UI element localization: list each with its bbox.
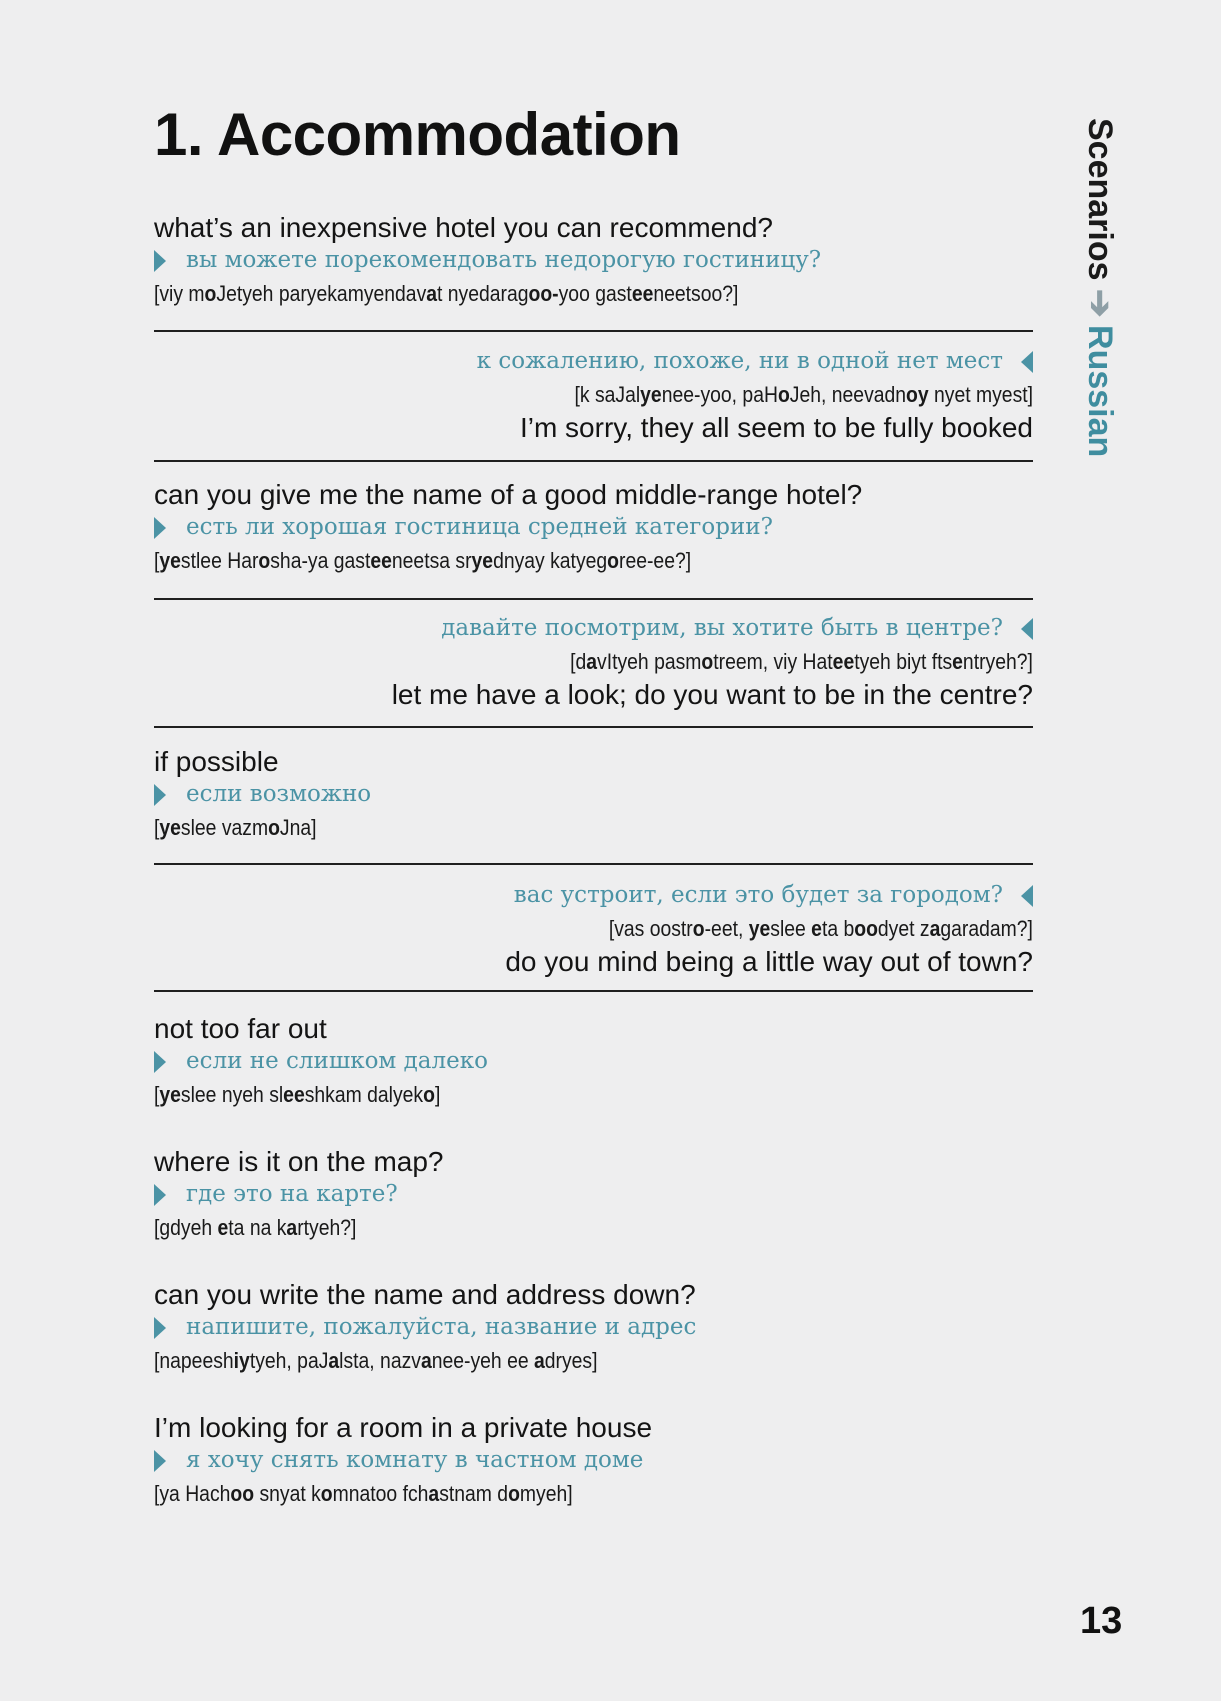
russian-phrase: если возможно bbox=[186, 781, 372, 807]
english-phrase: where is it on the map? bbox=[154, 1146, 444, 1177]
russian-phrase: где это на карте? bbox=[186, 1181, 398, 1207]
divider bbox=[154, 863, 1033, 865]
phrase-block bbox=[154, 1278, 1033, 1377]
play-triangle-right-icon bbox=[154, 250, 166, 272]
play-triangle-right-icon bbox=[154, 1317, 166, 1339]
phonetic-transcription: [gdyeh eta na kartyeh?] bbox=[154, 1215, 357, 1240]
russian-phrase: вы можете порекомендовать недорогую гостиницу? bbox=[186, 247, 822, 273]
phrase-block bbox=[154, 478, 1033, 577]
phrase-block bbox=[154, 745, 1033, 844]
play-triangle-left-icon bbox=[1021, 351, 1033, 373]
english-phrase: can you write the name and address down? bbox=[154, 1279, 696, 1310]
russian-phrase: я хочу снять комнату в частном доме bbox=[186, 1447, 644, 1473]
play-triangle-right-icon bbox=[154, 784, 166, 806]
page-title: 1. Accommodation bbox=[154, 101, 681, 168]
phrase-block bbox=[154, 1145, 1033, 1244]
phonetic-transcription: [viy moJetyeh paryekamyendavat nyedaragoo-yoo gasteeneetsoo?] bbox=[154, 281, 739, 306]
phonetic-transcription: [yeslee nyeh sleeshkam dalyeko] bbox=[154, 1082, 441, 1107]
phrase-block bbox=[154, 1012, 1033, 1111]
russian-phrase: есть ли хорошая гостиница средней категории? bbox=[186, 514, 773, 540]
response-block bbox=[154, 612, 1033, 711]
play-triangle-right-icon bbox=[154, 1450, 166, 1472]
section-tab bbox=[1080, 118, 1120, 457]
divider bbox=[154, 598, 1033, 600]
russian-phrase: к сожалению, похоже, ни в одной нет мест bbox=[476, 348, 1003, 374]
phonetic-transcription: [davItyeh pasmotreem, viy Hateetyeh biyt ftsentryeh?] bbox=[570, 649, 1033, 674]
phrase-block bbox=[154, 1411, 1033, 1510]
phrase-block bbox=[154, 211, 1033, 310]
russian-phrase: если не слишком далеко bbox=[186, 1048, 488, 1074]
english-phrase: I’m looking for a room in a private house bbox=[154, 1412, 653, 1443]
english-phrase: not too far out bbox=[154, 1013, 327, 1044]
divider bbox=[154, 460, 1033, 462]
phonetic-transcription: [yeslee vazmoJna] bbox=[154, 815, 317, 840]
phonetic-transcription: [ya Hachoo snyat komnatoo fchastnam domyeh] bbox=[154, 1481, 573, 1506]
phonetic-transcription: [vas oostro-eet, yeslee eta boodyet zagaradam?] bbox=[608, 916, 1033, 941]
response-block bbox=[154, 879, 1033, 978]
russian-phrase: давайте посмотрим, вы хотите быть в центре? bbox=[441, 615, 1003, 641]
arrow-right-icon: ➔ bbox=[1081, 288, 1119, 318]
russian-phrase: напишите, пожалуйста, название и адрес bbox=[186, 1314, 697, 1340]
play-triangle-left-icon bbox=[1021, 885, 1033, 907]
play-triangle-left-icon bbox=[1021, 618, 1033, 640]
play-triangle-right-icon bbox=[154, 1184, 166, 1206]
divider bbox=[154, 990, 1033, 992]
response-block bbox=[154, 345, 1033, 444]
english-phrase: what’s an inexpensive hotel you can recommend? bbox=[154, 212, 773, 243]
section-tab-language: Russian bbox=[1081, 325, 1119, 458]
section-tab-scenarios: Scenarios bbox=[1081, 118, 1119, 281]
divider bbox=[154, 330, 1033, 332]
phonetic-transcription: [yestlee Harosha-ya gasteeneetsa sryednyay katyegoree-ee?] bbox=[154, 548, 692, 573]
english-phrase: can you give me the name of a good middle-range hotel? bbox=[154, 479, 863, 510]
english-phrase: let me have a look; do you want to be in the centre? bbox=[391, 679, 1033, 710]
russian-phrase: вас устроит, если это будет за городом? bbox=[513, 882, 1003, 908]
phonetic-transcription: [k saJalyenee-yoo, paHoJeh, neevadnoy nyet myest] bbox=[574, 382, 1033, 407]
english-phrase: I’m sorry, they all seem to be fully booked bbox=[519, 412, 1033, 443]
play-triangle-right-icon bbox=[154, 1051, 166, 1073]
play-triangle-right-icon bbox=[154, 517, 166, 539]
divider bbox=[154, 726, 1033, 728]
page-number: 13 bbox=[1080, 1600, 1123, 1642]
english-phrase: if possible bbox=[154, 746, 279, 777]
phonetic-transcription: [napeeshiytyeh, paJalsta, nazvanee-yeh ee adryes] bbox=[154, 1348, 598, 1373]
english-phrase: do you mind being a little way out of town? bbox=[505, 946, 1033, 977]
